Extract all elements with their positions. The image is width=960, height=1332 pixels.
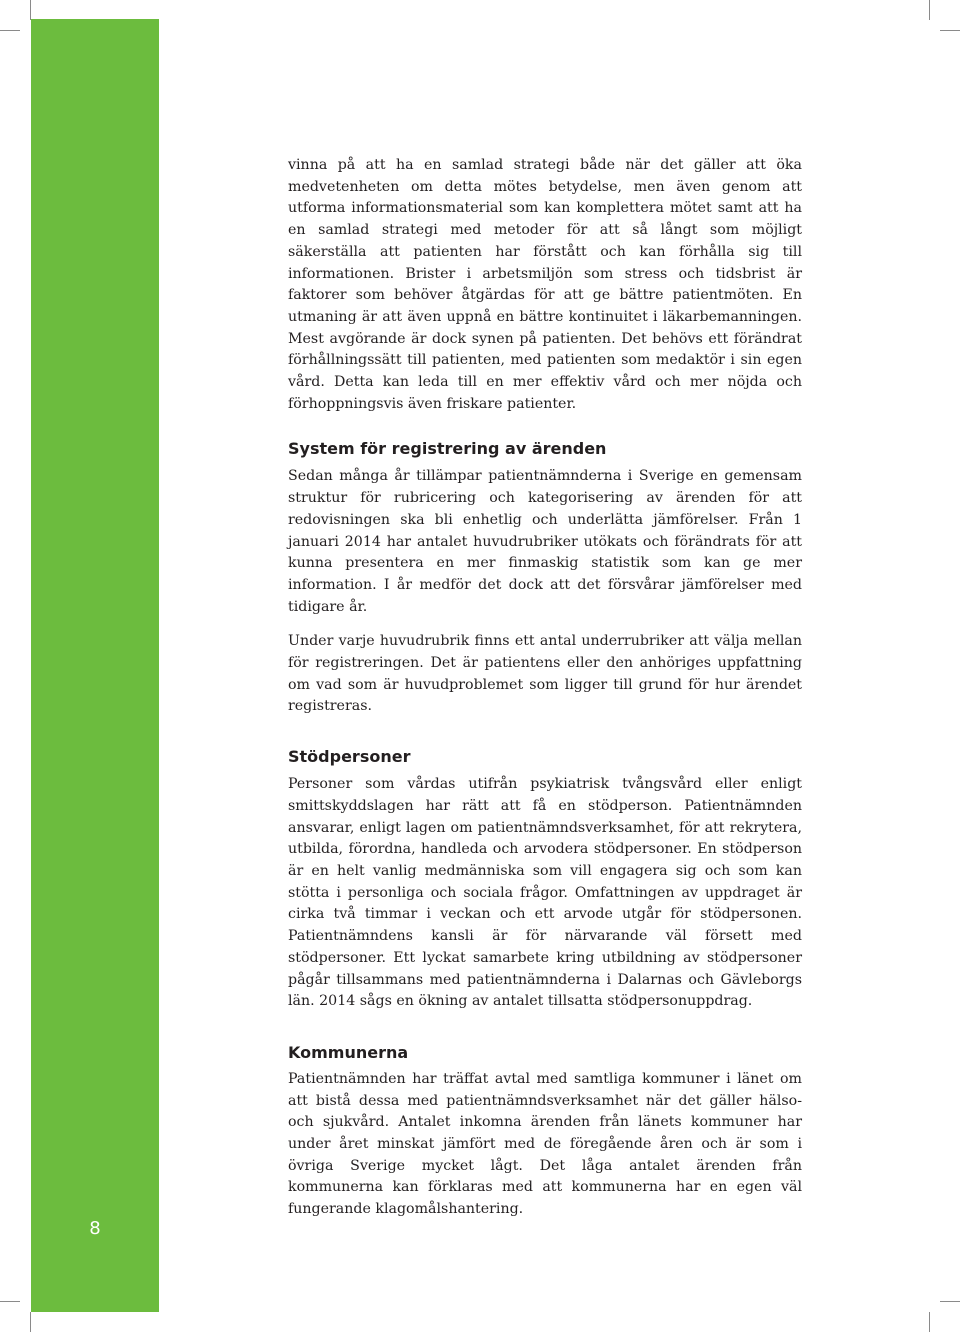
section-paragraph: Under varje huvudrubrik finns ett antal underrubriker att välja mellan för registreringen. Det är patientens eller den anhöriges uppfattning om vad som är huvudproblemet som ligger till grund för hur ärendet registreras. (288, 633, 802, 715)
intro-paragraph: vinna på att ha en samlad strategi både när det gäller att öka medvetenheten om detta mötes betydelse, men även genom att utforma informationsmaterial som kan komplettera mötet samt att ha en samlad strategi med metoder för att så långt som möjligt säkerställa att patienten har förstått och kan förhålla sig till informationen. Brister i arbetsmiljön som stress och tidsbrist är faktorer som behöver åtgärdas för att ge bättre patientmöten. En utmaning är att även uppnå en bättre kontinuitet i läkarbemanningen. Mest avgörande är dock synen på patienten. Det behövs ett förändrat förhållningssätt till patienten, med patienten som medaktör i sin egen vård. Detta kan leda till en mer effektiv vård och mer nöjda och förhoppningsvis även friskare patienter. (288, 157, 802, 412)
crop-mark (929, 0, 930, 20)
section-heading-kommunerna: Kommunerna (288, 1042, 409, 1062)
section-paragraph: Personer som vårdas utifrån psykiatrisk tvångsvård eller enligt smittskyddslagen har rätt att få en stödperson. Patientnämnden ansvarar, enligt lagen om patientnämndsverksamhet, för att rekrytera, utbilda, förordna, handleda och arvodera stödpersoner. En stödperson är en helt vanlig medmänniska som vill engagera sig och som kan stötta i personliga och sociala frågor. Omfattningen av uppdraget är cirka två timmar i veckan och ett arvode utgår för stödpersonen. Patientnämndens kansli är för närvarande väl försett med stödpersoner. Ett lyckat samarbete kring utbildning av stödpersoner pågår tillsammans med patientnämnderna i Dalarnas och Gävleborgs län. 2014 sågs en ökning av antalet tillsatta stödpersonuppdrag. (288, 776, 802, 1010)
section-paragraph: Sedan många år tillämpar patientnämnderna i Sverige en gemensam struktur för rubricering och kategorisering av ärenden för att redovisningen ska bli enhetlig och underlätta jämförelser. Från 1 januari 2014 har antalet huvudrubriker utökats och förändrats för att kunna presentera en mer finmaskig statistik som kan ge mer information. I år medför det dock att det försvårar jämförelser med tidigare år. (288, 468, 802, 615)
section-heading-stodpersoner: Stödpersoner (288, 747, 411, 767)
crop-mark (30, 0, 31, 20)
section-paragraph: Patientnämnden har träffat avtal med samtliga kommuner i länet om att bistå dessa med patientnämndsverksamhet när det gäller hälso- och sjukvård. Antalet inkomna ärenden från länets kommuner har under året minskat jämfört med de föregående åren och är som i övriga Sverige mycket lågt. Det låga antalet ärenden från kommunerna kan förklaras med att kommunerna har en egen väl fungerande klagomålshantering. (288, 1070, 802, 1218)
crop-mark (0, 30, 20, 31)
crop-mark (940, 30, 960, 31)
page-number: 8 (89, 1218, 101, 1239)
crop-mark (0, 1301, 20, 1302)
crop-mark (929, 1312, 930, 1332)
crop-mark (940, 1301, 960, 1302)
crop-mark (30, 1312, 31, 1332)
section-heading-registrering: System för registrering av ärenden (288, 439, 607, 459)
article-body (288, 155, 802, 1221)
side-color-bar (31, 19, 159, 1312)
